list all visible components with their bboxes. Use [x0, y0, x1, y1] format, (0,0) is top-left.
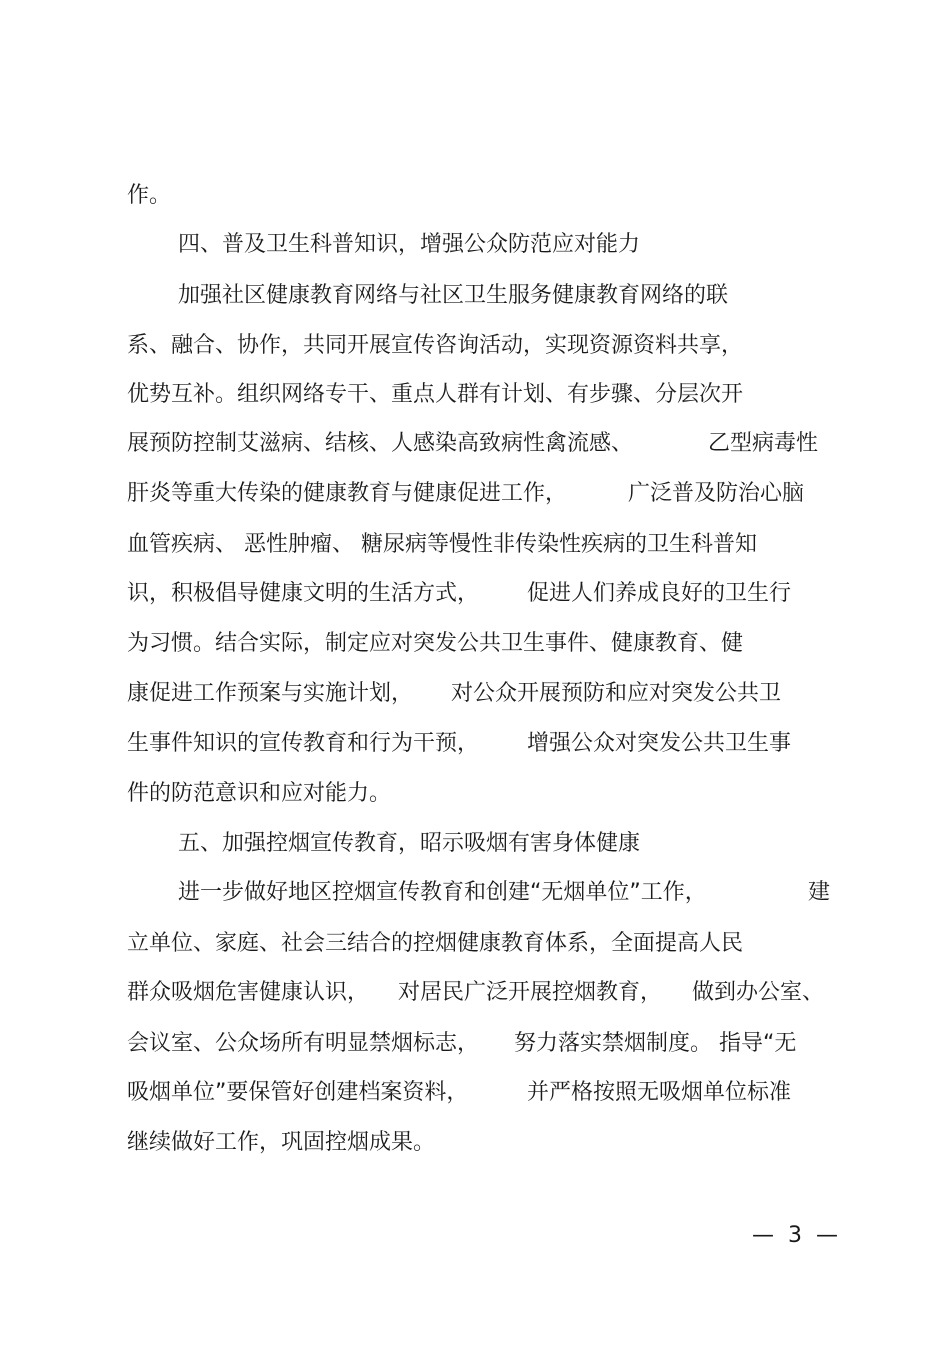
paragraph-line-fragment: 增强公众对突发公共卫生事 [527, 731, 792, 756]
paragraph-line: 进一步做好地区控烟宣传教育和创建“无烟单位”工作， [178, 880, 707, 905]
paragraph-line: 系、融合、协作，共同开展宣传咨询活动，实现资源资料共享， [127, 333, 744, 358]
paragraph-line: 加强社区健康教育网络与社区卫生服务健康教育网络的联 [178, 283, 729, 308]
paragraph-line-fragment: 对居民广泛开展控烟教育， [398, 980, 663, 1005]
paragraph-line: 群众吸烟危害健康认识， [127, 980, 370, 1005]
paragraph-line-fragment: 努力落实禁烟制度。 指导“无 [514, 1031, 797, 1056]
paragraph-line-fragment: 促进人们养成良好的卫生行 [527, 581, 792, 606]
paragraph-line: 血管疾病、 恶性肿瘤、 糖尿病等慢性非传染性疾病的卫生科普知 [127, 532, 757, 557]
paragraph-line: 展预防控制艾滋病、结核、人感染高致病性禽流感、 [127, 431, 634, 456]
paragraph-line: 肝炎等重大传染的健康教育与健康促进工作， [127, 481, 568, 506]
paragraph-line: 继续做好工作，巩固控烟成果。 [127, 1130, 436, 1155]
paragraph-line: 件的防范意识和应对能力。 [127, 781, 392, 806]
paragraph-line-fragment: 并严格按照无吸烟单位标准 [527, 1080, 792, 1105]
paragraph-line: 生事件知识的宣传教育和行为干预， [127, 731, 480, 756]
section-heading-4: 四、普及卫生科普知识，增强公众防范应对能力 [178, 232, 641, 257]
section-heading-5: 五、加强控烟宣传教育，昭示吸烟有害身体健康 [178, 831, 641, 856]
paragraph-line-fragment: 对公众开展预防和应对突发公共卫 [451, 681, 782, 706]
paragraph-line-fragment: 乙型病毒性 [708, 431, 819, 456]
paragraph-line-fragment: 做到办公室、 [692, 980, 825, 1005]
paragraph-line: 立单位、家庭、社会三结合的控烟健康教育体系，全面提高人民 [127, 931, 744, 956]
paragraph-line: 吸烟单位”要保管好创建档案资料， [127, 1080, 469, 1105]
page-number: — 3 — [752, 1223, 838, 1248]
paragraph-line: 会议室、公众场所有明显禁烟标志， [127, 1031, 480, 1056]
line-1: 作。 [127, 183, 172, 208]
paragraph-line: 优势互补。组织网络专干、重点人群有计划、有步骤、分层次开 [127, 382, 744, 407]
paragraph-line: 识，积极倡导健康文明的生活方式， [127, 581, 480, 606]
paragraph-line: 为习惯。结合实际，制定应对突发公共卫生事件、健康教育、健 [127, 631, 744, 656]
paragraph-line-fragment: 广泛普及防治心脑 [628, 481, 805, 506]
paragraph-line: 康促进工作预案与实施计划， [127, 681, 414, 706]
paragraph-line-fragment: 建 [808, 880, 831, 905]
